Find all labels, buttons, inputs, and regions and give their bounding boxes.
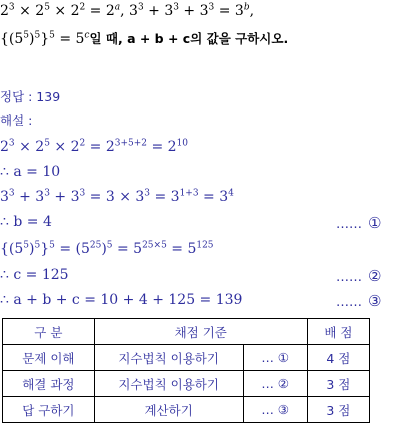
q2-exp: 5 [34, 30, 41, 41]
q1-exp: 5 [44, 2, 50, 13]
mark-number: ② [368, 267, 382, 285]
q1-end: , [249, 3, 255, 19]
s3-term: + 3 [49, 189, 80, 205]
row-category: 문제 이해 [3, 345, 95, 371]
q1-term: + 3 [143, 3, 174, 19]
s3-exp: 3 [144, 188, 151, 199]
q2-exp: 5 [23, 30, 30, 41]
row-category: 해결 과정 [3, 371, 95, 397]
row-points: 3 점 [307, 371, 369, 397]
q1-sep: , [120, 3, 130, 19]
s3-exp: 1+3 [179, 188, 199, 199]
row-ref: … ① [243, 345, 307, 371]
question-line-2 [0, 30, 288, 48]
row-points: 4 점 [307, 345, 369, 371]
question-text: 일 때, a + b + c의 값을 구하시오. [89, 31, 289, 46]
mark-dots: …… [336, 270, 362, 285]
s5-exp: 5 [34, 240, 41, 251]
s1-term: = 2 [147, 139, 177, 155]
q1-term: = 3 [214, 3, 244, 19]
q2-term: {(5 [0, 31, 24, 47]
mark-3 [336, 292, 381, 310]
q1-exp-var: a [114, 2, 121, 13]
scoring-table [2, 318, 370, 423]
q1-term: × 2 [49, 3, 80, 19]
row-points: 3 점 [307, 397, 369, 423]
row-ref: … ③ [243, 397, 307, 423]
question-line-1 [0, 2, 254, 20]
s1-base: 2 [0, 139, 9, 155]
q1-term: × 2 [14, 3, 45, 19]
header-category: 구 분 [3, 319, 95, 345]
q1-base: 2 [0, 3, 9, 19]
q1-exp: 3 [8, 2, 15, 13]
q2-exp: 5 [49, 30, 55, 41]
s1-term: × 2 [49, 139, 80, 155]
mark-number: ③ [368, 292, 382, 310]
s1-exp: 10 [176, 138, 189, 149]
mark-number: ① [368, 214, 382, 232]
mark-1 [336, 214, 381, 232]
s3-exp: 3 [8, 188, 15, 199]
q2-term: } [40, 31, 50, 47]
row-category: 답 구하기 [3, 397, 95, 423]
row-ref: … ② [243, 371, 307, 397]
s1-exp: 5 [44, 138, 50, 149]
s1-exp: 3 [8, 138, 15, 149]
s3-term: + 3 [14, 189, 45, 205]
s5-term: } [40, 241, 50, 257]
s3-exp: 3 [79, 188, 86, 199]
s5-exp: 25×5 [142, 240, 167, 251]
answer-label: 정답 : 139 [0, 89, 61, 104]
s5-term: {(5 [0, 241, 24, 257]
q2-exp-var: c [84, 30, 90, 41]
step-6: ∴ c = 125 [0, 267, 69, 283]
s3-term: = 3 × 3 [85, 189, 145, 205]
s3-exp: 3 [44, 188, 50, 199]
s5-exp: 25 [89, 240, 102, 251]
header-criteria: 채점 기준 [94, 319, 307, 345]
s5-term: ) [29, 241, 35, 257]
row-criteria: 지수법칙 이용하기 [94, 345, 243, 371]
row-criteria: 지수법칙 이용하기 [94, 371, 243, 397]
step-3 [0, 188, 234, 206]
q2-term: = 5 [54, 31, 85, 47]
s5-exp: 5 [106, 240, 113, 251]
mark-dots: …… [336, 217, 362, 232]
s1-term: × 2 [14, 139, 45, 155]
step-1 [0, 138, 188, 156]
explanation-label: 해설 : [0, 113, 33, 128]
s3-term: = 3 [150, 189, 180, 205]
table-row [3, 397, 370, 423]
table-header-row [3, 319, 370, 345]
step-4: ∴ b = 4 [0, 214, 52, 230]
q2-term: ) [29, 31, 35, 47]
step-7: ∴ a + b + c = 10 + 4 + 125 = 139 [0, 292, 243, 308]
s5-term: = 5 [166, 241, 197, 257]
s5-term: = 5 [112, 241, 143, 257]
q1-exp: 3 [137, 2, 144, 13]
mark-dots: …… [336, 295, 362, 310]
q1-exp-var: b [243, 2, 250, 13]
s5-term: ) [101, 241, 107, 257]
q1-exp: 3 [208, 2, 215, 13]
header-points: 배 점 [307, 319, 369, 345]
q1-exp: 2 [79, 2, 86, 13]
s1-term: = 2 [85, 139, 115, 155]
s5-exp: 5 [23, 240, 30, 251]
q1-exp: 3 [173, 2, 179, 13]
s5-term: = (5 [54, 241, 90, 257]
table-row [3, 345, 370, 371]
step-5 [0, 240, 214, 258]
q1-term: + 3 [178, 3, 209, 19]
s3-term: = 3 [198, 189, 229, 205]
s5-exp: 5 [49, 240, 55, 251]
s1-exp: 2 [79, 138, 86, 149]
q1-term: = 2 [85, 3, 115, 19]
mark-2 [336, 267, 381, 285]
s5-exp: 125 [196, 240, 214, 251]
row-criteria: 계산하기 [94, 397, 243, 423]
s1-exp: 3+5+2 [114, 138, 148, 149]
s3-exp: 4 [228, 188, 234, 199]
table-row [3, 371, 370, 397]
s3-base: 3 [0, 189, 9, 205]
q1-base: 3 [129, 3, 138, 19]
step-2: ∴ a = 10 [0, 164, 61, 180]
